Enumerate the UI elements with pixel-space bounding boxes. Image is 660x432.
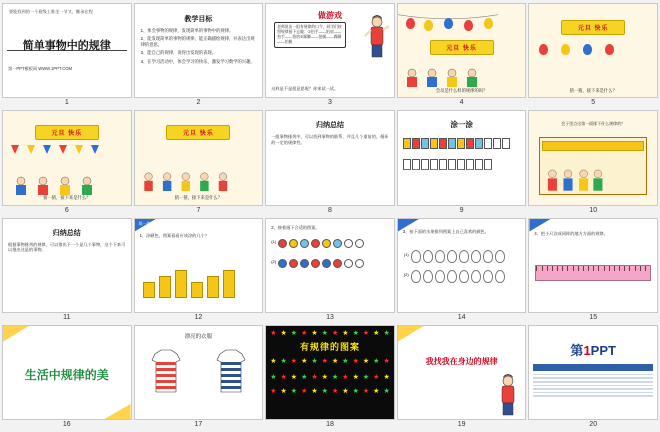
pattern-circle xyxy=(289,259,298,268)
slide-title-slide[interactable] xyxy=(2,3,132,98)
pattern-circle xyxy=(278,259,287,268)
slide-cell-18[interactable] xyxy=(265,325,395,430)
star-icon: ★ xyxy=(270,329,277,337)
ruler-tick xyxy=(552,266,553,271)
slide-party-1[interactable] xyxy=(397,3,527,98)
star-icon: ★ xyxy=(342,357,349,365)
banner: 元旦 快乐 xyxy=(166,125,230,140)
star-icon: ★ xyxy=(383,357,390,365)
star-icon: ★ xyxy=(280,373,287,381)
slide-number: 15 xyxy=(589,313,598,321)
flag-row xyxy=(3,145,131,157)
children-illustration xyxy=(542,166,607,192)
slide-heading: 3、按下面的水果排列图案上自己喜欢的颜色。 xyxy=(402,228,489,234)
slide-color-pattern[interactable] xyxy=(397,110,527,205)
slide-number: 11 xyxy=(63,313,71,321)
pattern-square xyxy=(430,138,438,149)
slide-cell-15[interactable] xyxy=(528,218,658,323)
photo-frame xyxy=(539,137,647,194)
pattern-circle xyxy=(333,239,342,248)
slide-cell-20[interactable] xyxy=(528,325,658,430)
pattern-bulb xyxy=(423,250,433,263)
children-illustration xyxy=(398,65,518,87)
slide-cell-12[interactable] xyxy=(134,218,264,323)
slide-heading: 做游戏 xyxy=(317,11,342,20)
children-illustration xyxy=(135,169,237,191)
slide-cell-13[interactable] xyxy=(265,218,395,323)
pattern-circle xyxy=(333,259,342,268)
slide-number: 20 xyxy=(589,421,598,428)
pattern-square xyxy=(448,138,456,149)
slide-number: 2 xyxy=(196,99,201,107)
ruler-tick xyxy=(619,266,620,271)
pattern-circle xyxy=(355,239,364,248)
star-icon: ★ xyxy=(280,357,287,365)
slide-cell-1[interactable] xyxy=(2,3,132,108)
triangle-pattern-row xyxy=(403,159,521,170)
pattern-triangle xyxy=(475,159,483,170)
pattern-circle xyxy=(355,259,364,268)
ruler-tick xyxy=(578,266,579,271)
ruler-tick xyxy=(629,266,630,271)
slide-number: 12 xyxy=(194,313,203,321)
slide-heading: 练一练 xyxy=(138,220,151,226)
slide-party-4[interactable] xyxy=(134,110,264,205)
slide-cell-5[interactable] xyxy=(528,3,658,108)
pattern-circle xyxy=(322,259,331,268)
page-title: 生活中规律的美 xyxy=(24,367,109,382)
row-label: (2) xyxy=(271,259,277,264)
star-icon: ★ xyxy=(352,373,359,381)
ruler-tick xyxy=(614,266,615,271)
star-icon: ★ xyxy=(362,387,370,395)
star-icon: ★ xyxy=(290,357,298,365)
pattern-square xyxy=(439,138,447,149)
pattern-bulb xyxy=(483,250,493,263)
star-icon: ★ xyxy=(301,373,308,381)
slide-heading: 4、把小尺涂成同样的地方方面的规律。 xyxy=(534,230,608,236)
star-icon: ★ xyxy=(301,329,308,337)
ruler-tick xyxy=(583,266,584,271)
pattern-circle xyxy=(289,239,298,248)
logo-suffix: PPT xyxy=(590,342,616,358)
bar-pattern-row xyxy=(143,270,235,298)
site-navbar[interactable] xyxy=(533,364,653,371)
slide-objectives[interactable] xyxy=(134,3,264,98)
slide-clothes[interactable] xyxy=(134,325,264,420)
star-row-bottom-2 xyxy=(270,388,390,395)
caption: 猜一猜，接下来是什么？ xyxy=(43,195,91,201)
objective-item: 3、能自己的规律，说得出发现的表现。 xyxy=(140,50,217,56)
pattern-circle xyxy=(311,239,320,248)
slide-heading: 教学目标 xyxy=(184,16,213,23)
slide-bar-pattern[interactable] xyxy=(134,218,264,313)
pattern-triangle xyxy=(403,159,411,170)
slide-heading: 有规律的图案 xyxy=(299,341,360,352)
pattern-bar xyxy=(143,282,155,298)
pattern-triangle xyxy=(466,159,474,170)
star-icon: ★ xyxy=(321,387,328,395)
pattern-bulb xyxy=(471,270,481,283)
banner: 元旦 快乐 xyxy=(430,40,494,55)
pattern-bulb xyxy=(495,250,505,263)
star-icon: ★ xyxy=(331,357,339,365)
pattern-square xyxy=(475,138,483,149)
slide-cell-7[interactable] xyxy=(134,110,264,215)
star-icon: ★ xyxy=(321,357,328,365)
ruler-graphic xyxy=(535,265,651,281)
pattern-bulb xyxy=(411,250,421,263)
row-label: (2) xyxy=(403,272,409,277)
slide-number: 14 xyxy=(457,313,466,321)
star-icon: ★ xyxy=(311,329,318,337)
content-line xyxy=(533,381,653,383)
slide-ppt-site[interactable] xyxy=(528,325,658,420)
pattern-bulb xyxy=(411,270,421,283)
slide-cell-19[interactable] xyxy=(397,325,527,430)
pattern-bulb xyxy=(459,250,469,263)
content-line xyxy=(533,388,653,390)
ruler-tick xyxy=(557,266,558,271)
pattern-square xyxy=(466,138,474,149)
ruler-tick xyxy=(562,266,563,271)
teacher-illustration xyxy=(495,373,521,417)
slide-heading: 归纳总结 xyxy=(315,122,344,130)
slide-party-2[interactable] xyxy=(528,3,658,98)
slide-find-pattern[interactable] xyxy=(397,325,527,420)
slide-circle-pattern[interactable] xyxy=(265,218,395,313)
corner-decoration xyxy=(3,326,29,342)
ruler-tick xyxy=(604,266,605,271)
bottom-text: 这样是不是很意思呢？你来试一试。 xyxy=(271,85,339,91)
star-icon: ★ xyxy=(342,387,349,395)
star-icon: ★ xyxy=(362,373,370,381)
slide-number: 7 xyxy=(196,206,201,214)
pattern-bar xyxy=(207,276,219,298)
ruler-tick xyxy=(542,266,543,271)
pattern-square xyxy=(421,138,429,149)
objective-item: 2、能发现简单的事物的规律，能正确描绘规律，并表达出规律的意思。 xyxy=(140,36,255,47)
slide-number: 13 xyxy=(326,313,334,321)
ruler-tick xyxy=(547,266,548,271)
pattern-circle xyxy=(344,259,353,268)
content-line xyxy=(533,385,653,387)
logo-number: 1 xyxy=(583,342,591,358)
slide-number: 5 xyxy=(591,99,596,107)
star-icon: ★ xyxy=(352,329,359,337)
content-line xyxy=(533,377,653,379)
pattern-circle xyxy=(322,239,331,248)
star-icon: ★ xyxy=(270,387,277,395)
pattern-bar xyxy=(175,270,187,298)
star-icon: ★ xyxy=(301,357,308,365)
ruler-tick xyxy=(598,266,599,271)
slide-game[interactable] xyxy=(265,3,395,98)
ruler-tick xyxy=(624,266,625,271)
star-icon: ★ xyxy=(290,373,298,381)
star-icon: ★ xyxy=(331,373,339,381)
star-icon: ★ xyxy=(331,329,339,337)
objective-item: 1、体会事物的规律，发现简单的事物中的规律。 xyxy=(140,28,234,33)
slide-party-3[interactable] xyxy=(2,110,132,205)
pattern-bulb xyxy=(495,270,505,283)
star-icon: ★ xyxy=(352,387,359,395)
objective-item: 4、在学习活动中，体会学习的快乐，激发学习数学的兴趣。 xyxy=(140,58,255,64)
slide-cell-9[interactable] xyxy=(397,110,527,215)
pattern-circle xyxy=(278,239,287,248)
pattern-bulb xyxy=(459,270,469,283)
caption: 会子里点这第一面排下什么规律的？ xyxy=(561,121,626,127)
star-icon: ★ xyxy=(362,329,370,337)
ruler-tick xyxy=(573,266,574,271)
star-icon: ★ xyxy=(342,329,349,337)
site-footer: 第一PPT模板网 WWW.1PPT.COM xyxy=(8,66,72,71)
slide-cell-16[interactable] xyxy=(2,325,132,430)
star-icon: ★ xyxy=(270,357,277,365)
pattern-bar xyxy=(191,282,203,298)
star-icon: ★ xyxy=(321,329,328,337)
pattern-bulb xyxy=(483,270,493,283)
slide-number: 1 xyxy=(64,99,69,107)
pattern-bar xyxy=(159,276,171,298)
content-line xyxy=(533,395,653,397)
slide-cell-14[interactable] xyxy=(397,218,527,323)
corner-decoration xyxy=(398,326,424,342)
row-label: (1) xyxy=(403,252,409,257)
slide-summary-2[interactable] xyxy=(2,218,132,313)
pattern-circle xyxy=(300,239,309,248)
star-icon: ★ xyxy=(311,373,318,381)
ruler-tick xyxy=(593,266,594,271)
slide-cell-4[interactable] xyxy=(397,3,527,108)
pattern-triangle xyxy=(430,159,438,170)
slide-number: 10 xyxy=(589,206,598,214)
slide-number: 19 xyxy=(457,421,466,428)
slide-cell-17[interactable] xyxy=(134,325,264,430)
star-icon: ★ xyxy=(311,387,318,395)
slide-heading: 归纳总结 xyxy=(52,229,81,237)
children-illustration xyxy=(3,173,123,195)
ruler-tick xyxy=(609,266,610,271)
star-row-bottom xyxy=(270,374,390,381)
slide-party-5[interactable] xyxy=(528,110,658,205)
caption: 会员是什么样的规律的吗？ xyxy=(435,87,488,93)
slide-number: 8 xyxy=(328,206,332,214)
ruler-tick xyxy=(635,266,636,271)
slide-heading: 2、接着画下合适的图案。 xyxy=(271,224,320,230)
star-icon: ★ xyxy=(311,357,318,365)
striped-shirt-red xyxy=(149,348,183,394)
slide-heading: 我找我在身边的规律 xyxy=(425,356,498,366)
pattern-triangle xyxy=(457,159,465,170)
pattern-bulb xyxy=(423,270,433,283)
star-icon: ★ xyxy=(362,357,370,365)
ruler-tick xyxy=(567,266,568,271)
pattern-square xyxy=(457,138,465,149)
banner: 元旦 快乐 xyxy=(561,20,625,35)
pattern-triangle xyxy=(439,159,447,170)
star-icon: ★ xyxy=(280,387,287,395)
pattern-circle xyxy=(300,259,309,268)
pattern-square xyxy=(403,138,411,149)
caption: 猜一猜，接下来是什么？ xyxy=(174,195,223,201)
slide-heading: 漂亮的衣服 xyxy=(184,333,213,340)
content-line xyxy=(533,374,653,376)
balloon-row xyxy=(529,44,657,66)
pattern-square xyxy=(412,138,420,149)
star-icon: ★ xyxy=(383,373,390,381)
slide-cell-3[interactable] xyxy=(265,3,395,108)
slide-cell-2[interactable] xyxy=(134,3,264,108)
star-row-top xyxy=(270,330,390,337)
ruler-tick xyxy=(588,266,589,271)
star-icon: ★ xyxy=(342,373,349,381)
pattern-bulb xyxy=(435,250,445,263)
slide-summary-1[interactable] xyxy=(265,110,395,205)
pattern-bar xyxy=(223,270,235,298)
star-row-middle xyxy=(270,358,390,365)
slide-ruler[interactable] xyxy=(528,218,658,313)
slide-bulb-pattern[interactable] xyxy=(397,218,527,313)
page-title: 简单事物中的规律 xyxy=(22,40,111,52)
site-logo xyxy=(529,340,657,359)
teacher-illustration xyxy=(363,14,391,62)
summary-text: 根据事物排列的规律，可以推出下一个是几个事物，这个下来可以推出这是的事物。 xyxy=(8,241,126,252)
slide-cell-8[interactable] xyxy=(265,110,395,215)
slide-heading: 涂一涂 xyxy=(450,120,473,130)
ruler-tick xyxy=(645,266,646,271)
pattern-circle xyxy=(311,259,320,268)
star-icon: ★ xyxy=(373,329,380,337)
pattern-bulb xyxy=(447,250,457,263)
star-icon: ★ xyxy=(290,329,298,337)
bulb-row-2 xyxy=(411,270,505,283)
banner: 元旦 快乐 xyxy=(35,125,99,140)
slide-number: 4 xyxy=(459,99,464,107)
site-content-lines xyxy=(533,374,653,399)
content-line xyxy=(533,392,653,394)
slide-cell-11[interactable] xyxy=(2,218,132,323)
balloon-row-top xyxy=(398,18,526,40)
star-icon: ★ xyxy=(373,387,380,395)
corner-decoration xyxy=(105,404,131,419)
slide-number: 17 xyxy=(194,421,203,428)
pattern-triangle xyxy=(448,159,456,170)
star-icon: ★ xyxy=(373,373,380,381)
star-icon: ★ xyxy=(383,329,390,337)
slide-cell-10[interactable] xyxy=(528,110,658,215)
star-icon: ★ xyxy=(301,387,308,395)
slide-pattern-board[interactable] xyxy=(265,325,395,420)
summary-text: 一组事物排列中，可以找到事物的联系，并且几个重复的，循环的一定的规律性。 xyxy=(271,134,389,145)
slide-number: 16 xyxy=(62,421,71,428)
circle-row-1 xyxy=(278,239,364,248)
star-icon: ★ xyxy=(270,373,277,381)
slide-number: 18 xyxy=(326,421,334,428)
star-icon: ★ xyxy=(352,357,359,365)
question-text: 1、涂颜色，图案看看应该涂的几个？ xyxy=(139,232,209,238)
bulb-row-1 xyxy=(411,250,505,263)
star-icon: ★ xyxy=(331,387,339,395)
top-rule-text: 要能找到的一个班级上谁坐一节又，继承在程 xyxy=(9,9,93,14)
striped-shirt-blue xyxy=(214,348,248,394)
star-icon: ★ xyxy=(373,357,380,365)
caption: 猜一猜，接下来是什么？ xyxy=(569,87,617,93)
slide-number: 6 xyxy=(64,206,69,214)
pattern-square xyxy=(484,138,492,149)
pattern-bulb xyxy=(435,270,445,283)
ruler-tick xyxy=(640,266,641,271)
star-icon: ★ xyxy=(290,387,298,395)
star-icon: ★ xyxy=(280,329,287,337)
slide-number: 9 xyxy=(459,206,464,214)
circle-row-2 xyxy=(278,259,364,268)
star-icon: ★ xyxy=(321,373,328,381)
logo-first-char: 第 xyxy=(570,342,584,358)
square-pattern-row xyxy=(403,138,521,149)
pattern-square xyxy=(502,138,510,149)
instruction-box: 老师说出一组有规律的口令，同学们按照规律接下去做：①拍手——拍肩——拍手——拍肩②跺脚——拍腿——跺脚——拍腿 xyxy=(274,22,346,48)
slide-beauty[interactable] xyxy=(2,325,132,420)
star-icon: ★ xyxy=(383,387,390,395)
ruler-tick xyxy=(536,266,537,271)
pattern-square xyxy=(493,138,501,149)
row-label: (1) xyxy=(271,239,277,244)
pattern-bulb xyxy=(447,270,457,283)
pattern-circle xyxy=(344,239,353,248)
slide-number: 3 xyxy=(328,99,332,107)
pattern-bulb xyxy=(471,250,481,263)
pattern-triangle xyxy=(421,159,429,170)
pattern-triangle xyxy=(412,159,420,170)
pattern-triangle xyxy=(484,159,492,170)
slide-cell-6[interactable] xyxy=(2,110,132,215)
